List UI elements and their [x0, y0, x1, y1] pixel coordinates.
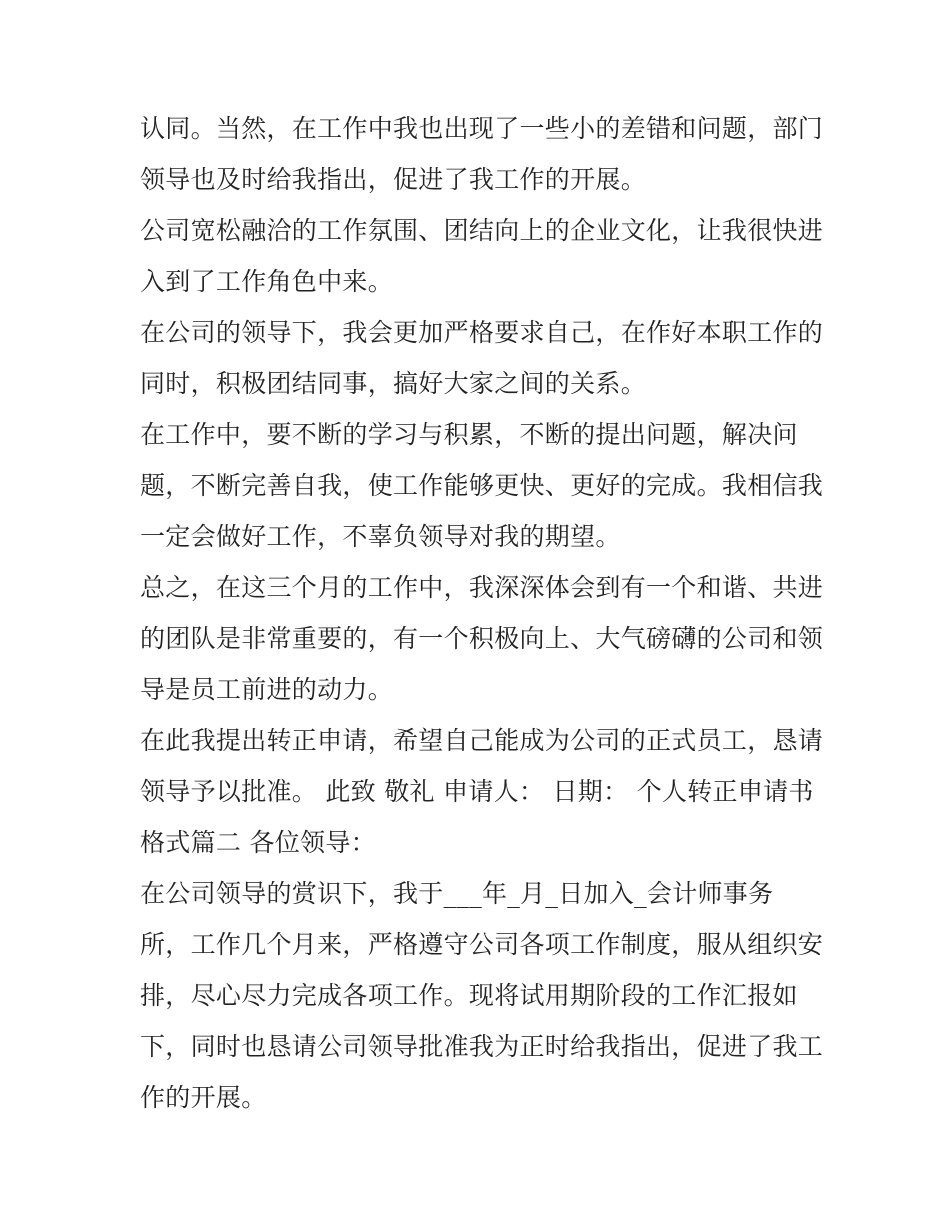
text-line: 入到了工作角色中来。	[140, 267, 394, 296]
text-line: 领导也及时给我指出，促进了我工作的开展。	[140, 165, 647, 194]
text-line: 作的开展。	[140, 1083, 267, 1112]
text-line: 公司宽松融洽的工作氛围、团结向上的企业文化，让我很快进	[140, 216, 824, 245]
text-line: 在工作中，要不断的学习与积累，不断的提出问题，解决问	[140, 420, 798, 449]
text-line: 下，同时也恳请公司领导批准我为正时给我指出，促进了我工	[140, 1032, 824, 1061]
text-line: 在公司的领导下，我会更加严格要求自己，在作好本职工作的	[140, 318, 824, 347]
text-line: 的团队是非常重要的，有一个积极向上、大气磅礴的公司和领	[140, 624, 824, 653]
text-line: 领导予以批准。 此致 敬礼 申请人： 日期： 个人转正申请书	[140, 777, 814, 806]
text-line: 同时，积极团结同事，搞好大家之间的关系。	[140, 369, 647, 398]
text-line: 题，不断完善自我，使工作能够更快、更好的完成。我相信我	[140, 471, 824, 500]
text-line: 认同。当然，在工作中我也出现了一些小的差错和问题，部门	[140, 114, 824, 143]
text-line: 格式篇二 各位领导：	[140, 828, 376, 857]
text-line: 导是员工前进的动力。	[140, 675, 394, 704]
document-body	[140, 103, 824, 1123]
text-line: 总之，在这三个月的工作中，我深深体会到有一个和谐、共进	[140, 573, 824, 602]
text-line: 所，工作几个月来，严格遵守公司各项工作制度，服从组织安	[140, 930, 824, 959]
text-line: 排，尽心尽力完成各项工作。现将试用期阶段的工作汇报如	[140, 981, 798, 1010]
text-line: 在公司领导的赏识下，我于___年_月_日加入_会计师事务	[140, 879, 774, 908]
text-line: 在此我提出转正申请，希望自己能成为公司的正式员工，恳请	[140, 726, 824, 755]
text-line: 一定会做好工作，不辜负领导对我的期望。	[140, 522, 621, 551]
